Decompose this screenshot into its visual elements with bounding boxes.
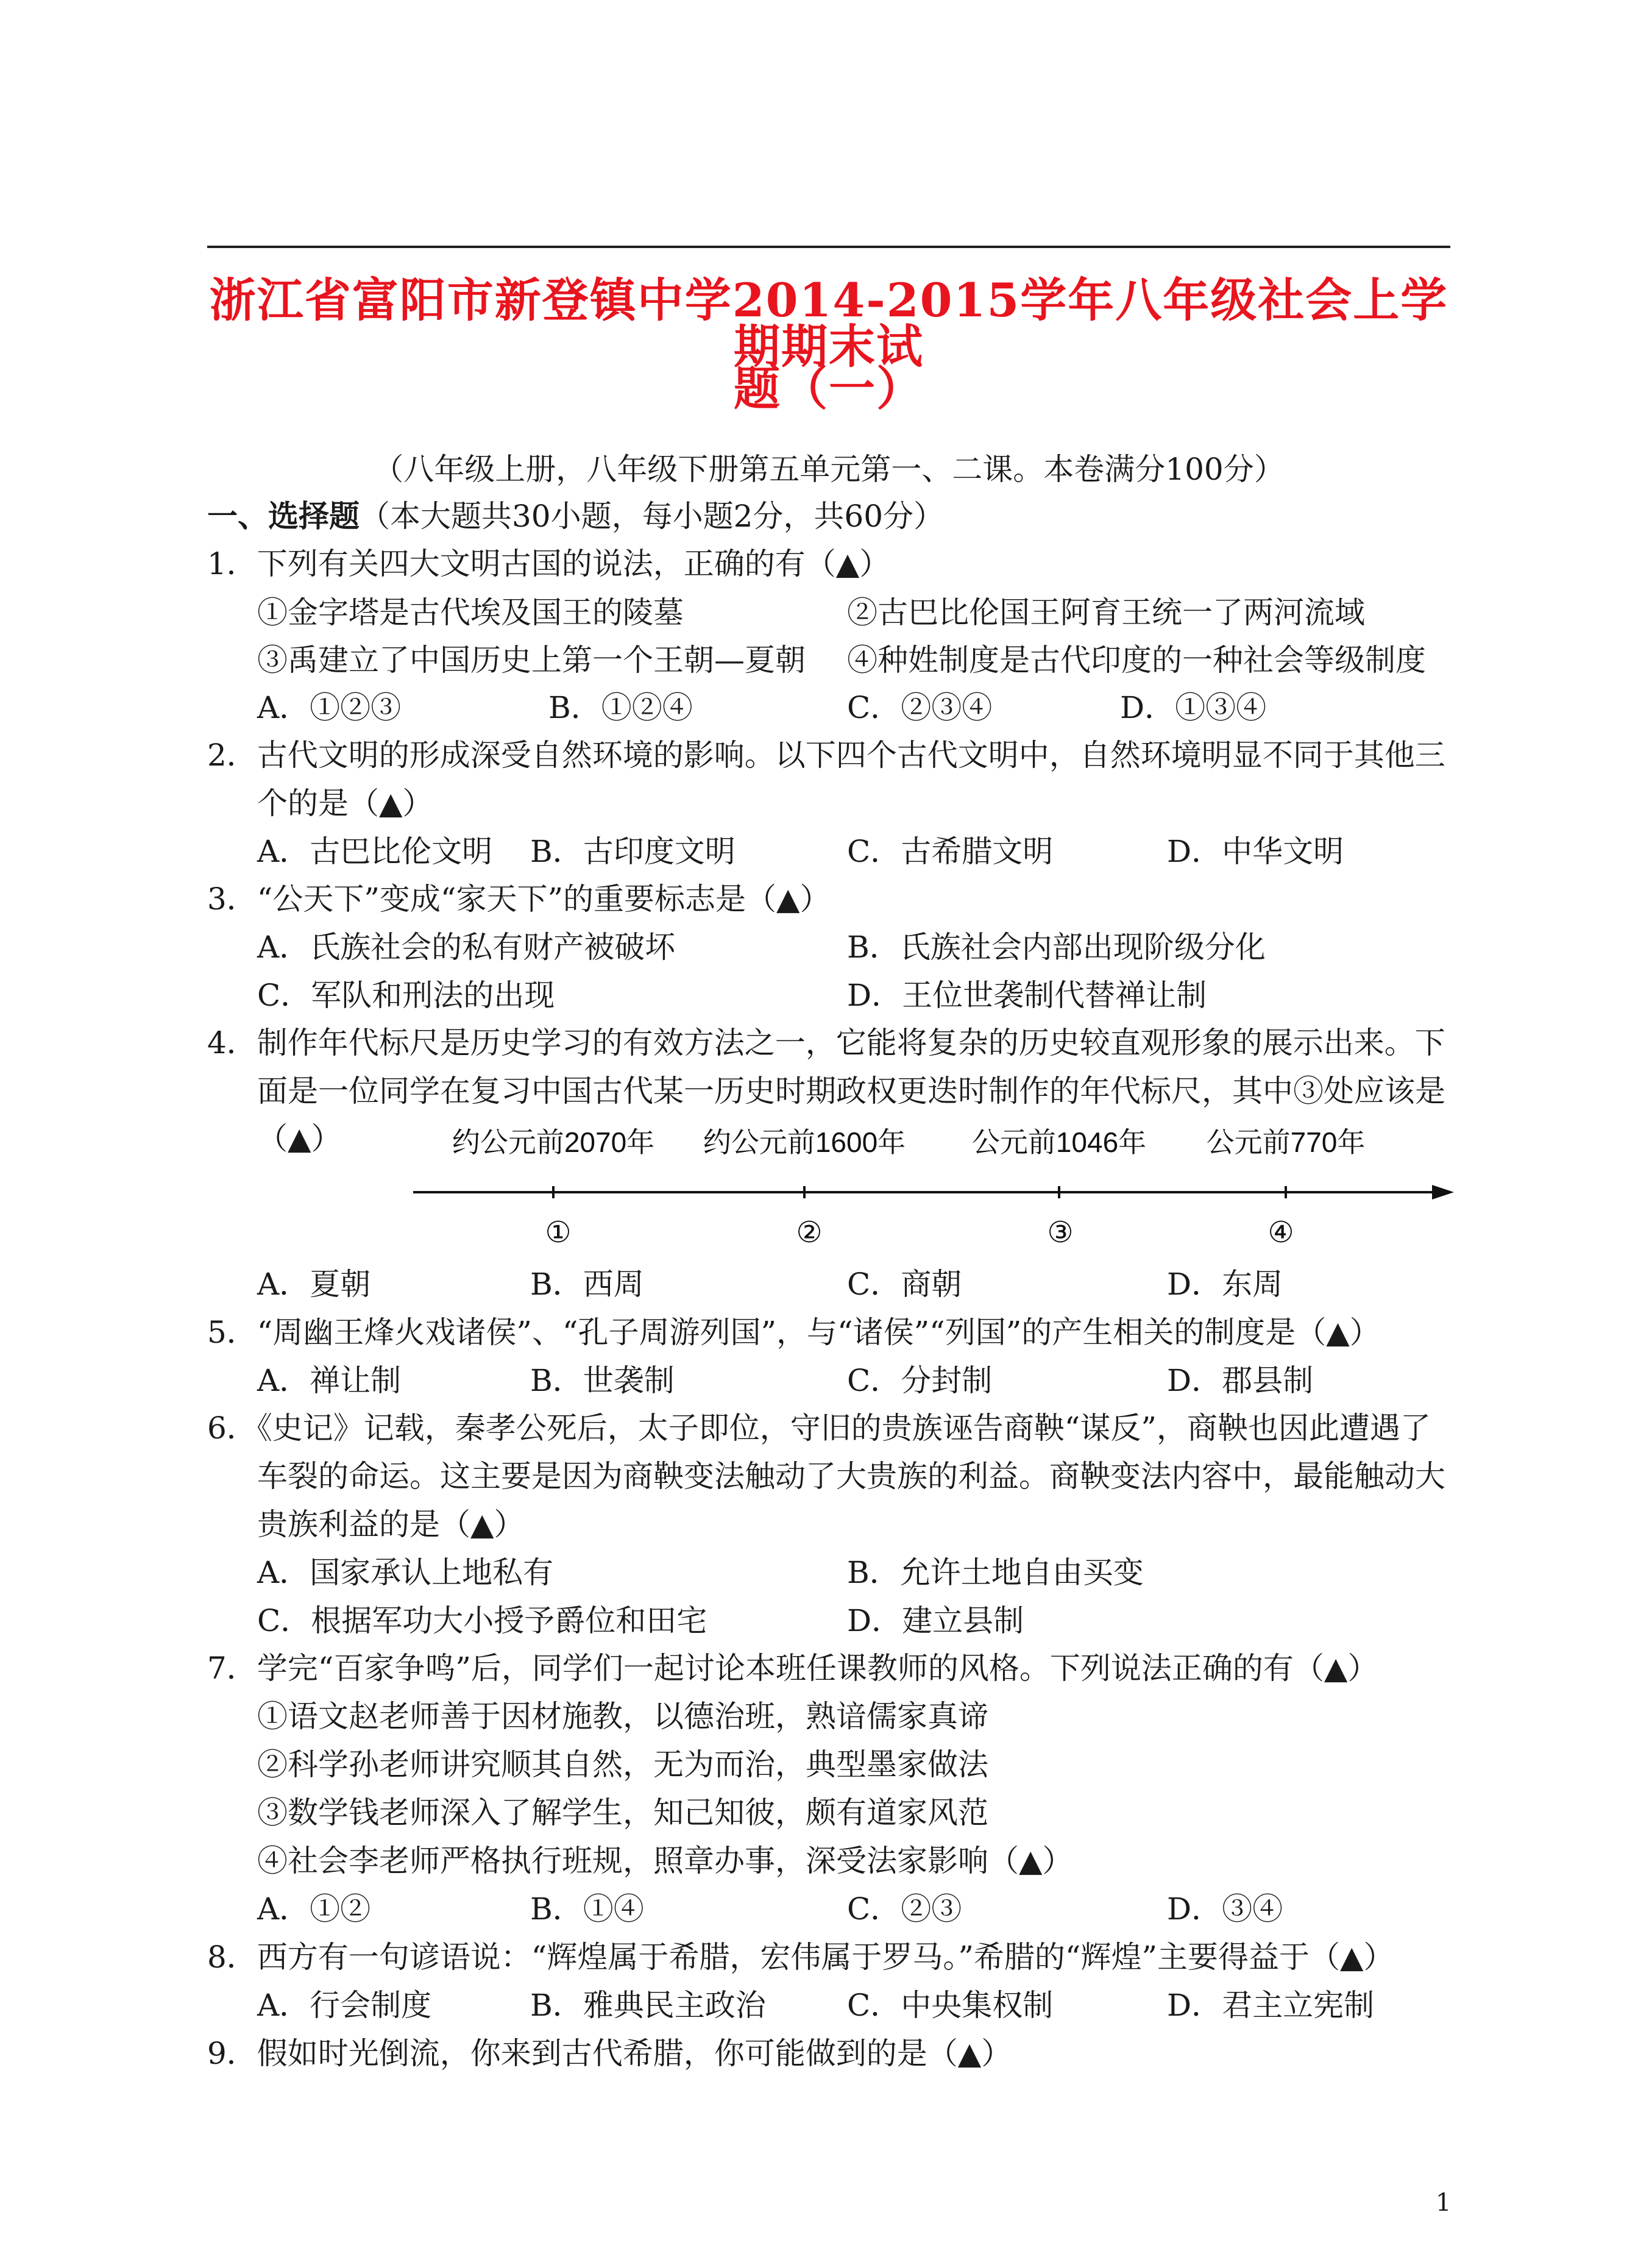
section-title: 一、选择题: [207, 498, 360, 534]
q2-option-a: A．古巴比伦文明: [257, 834, 493, 869]
timeline-mark-3: ③: [1047, 1215, 1074, 1250]
q7-stem: 7．学完“百家争鸣”后，同学们一起讨论本班任课教师的风格。下列说法正确的有（▲）: [207, 1651, 1378, 1686]
timeline-label-1: 约公元前2070年: [452, 1126, 655, 1158]
q4-stem-line1: 4．制作年代标尺是历史学习的有效方法之一，它能将复杂的历史较直观形象的展示出来。下: [207, 1025, 1445, 1061]
q4-option-a: A．夏朝: [257, 1267, 371, 1302]
q2-stem-line2: 个的是（▲）: [257, 786, 433, 821]
q1-item-2: ②古巴比伦国王阿育王统一了两河流域: [847, 595, 1365, 630]
exam-subtitle: （八年级上册，八年级下册第五单元第一、二课。本卷满分100分）: [373, 452, 1285, 487]
page-number: 1: [1436, 2189, 1452, 2217]
q1-option-c: C．②③④: [847, 690, 993, 725]
q1-option-b: B．①②④: [548, 690, 693, 725]
exam-title-line2: 题（一）: [734, 361, 924, 416]
q2-option-b: B．古印度文明: [530, 834, 736, 869]
q3-option-c: C．军队和刑法的出现: [257, 978, 555, 1013]
q7-option-a: A．①②: [257, 1891, 371, 1927]
q5-stem: 5．“周幽王烽火戏诸侯”、“孔子周游列国”，与“诸侯”“列国”的产生相关的制度是（▲）: [207, 1315, 1380, 1350]
q2-option-d: D．中华文明: [1167, 834, 1344, 869]
exam-title-line1: 浙江省富阳市新登镇中学2014-2015学年八年级社会上学期期末试: [209, 273, 1448, 374]
q2-stem-line1: 2．古代文明的形成深受自然环境的影响。以下四个古代文明中，自然环境明显不同于其他三: [207, 738, 1445, 773]
timeline-mark-2: ②: [796, 1215, 823, 1250]
timeline-label-4: 公元前770年: [1206, 1126, 1366, 1158]
q7-item-3: ③数学钱老师深入了解学生，知己知彼，颇有道家风范: [257, 1795, 988, 1830]
q4-timeline: [408, 1122, 1456, 1256]
q5-option-a: A．禅让制: [257, 1363, 402, 1398]
q8-option-c: C．中央集权制: [847, 1988, 1054, 2023]
q7-option-c: C．②③: [847, 1891, 962, 1927]
q4-stem-line3: （▲）: [257, 1121, 342, 1156]
q7-option-d: D．③④: [1167, 1891, 1283, 1927]
q4-option-b: B．西周: [530, 1267, 644, 1302]
q4-option-c: C．商朝: [847, 1267, 962, 1302]
q7-item-2: ②科学孙老师讲究顺其自然，无为而治，典型墨家做法: [257, 1747, 988, 1782]
timeline-mark-1: ①: [545, 1215, 572, 1250]
q2-option-c: C．古希腊文明: [847, 834, 1054, 869]
q5-option-d: D．郡县制: [1167, 1363, 1314, 1398]
q8-option-d: D．君主立宪制: [1167, 1988, 1375, 2023]
timeline-arrowhead: [1432, 1185, 1454, 1200]
section-note: （本大题共30小题，每小题2分，共60分）: [360, 499, 945, 534]
q1-item-1: ①金字塔是古代埃及国王的陵墓: [257, 595, 684, 630]
q3-option-b: B．氏族社会内部出现阶级分化: [847, 930, 1266, 965]
timeline-mark-4: ④: [1268, 1215, 1294, 1250]
q3-stem: 3．“公天下”变成“家天下”的重要标志是（▲）: [207, 881, 831, 917]
q6-option-b: B．允许土地自由买变: [847, 1555, 1144, 1590]
q8-option-a: A．行会制度: [257, 1988, 432, 2023]
q9-stem: 9．假如时光倒流，你来到古代希腊，你可能做到的是（▲）: [207, 2036, 1012, 2071]
q7-option-b: B．①④: [530, 1891, 644, 1927]
q1-option-d: D．①③④: [1120, 690, 1267, 725]
q1-option-a: A．①②③: [257, 690, 402, 725]
q6-stem-line1: 6．《史记》记载，秦孝公死后，太子即位，守旧的贵族诬告商鞅“谋反”，商鞅也因此遭遇了: [207, 1410, 1431, 1446]
q6-stem-line2: 车裂的命运。这主要是因为商鞅变法触动了大贵族的利益。商鞅变法内容中，最能触动大: [257, 1459, 1445, 1494]
q1-stem: 1．下列有关四大文明古国的说法，正确的有（▲）: [207, 546, 890, 581]
q8-option-b: B．雅典民主政治: [530, 1988, 766, 2023]
q5-option-b: B．世袭制: [530, 1363, 675, 1398]
q6-stem-line3: 贵族利益的是（▲）: [257, 1507, 525, 1542]
q7-item-1: ①语文赵老师善于因材施教，以德治班，熟谙儒家真谛: [257, 1699, 988, 1734]
q7-item-4: ④社会李老师严格执行班规，照章办事，深受法家影响（▲）: [257, 1843, 1073, 1879]
q4-option-d: D．东周: [1167, 1267, 1283, 1302]
q6-option-a: A．国家承认上地私有: [257, 1555, 554, 1590]
q5-option-c: C．分封制: [847, 1363, 993, 1398]
q6-option-c: C．根据军功大小授予爵位和田宅: [257, 1603, 707, 1638]
q1-item-3: ③禹建立了中国历史上第一个王朝—夏朝: [257, 642, 806, 678]
q1-item-4: ④种姓制度是古代印度的一种社会等级制度: [847, 642, 1426, 678]
timeline-label-3: 公元前1046年: [971, 1126, 1147, 1158]
q8-stem: 8．西方有一句谚语说：“辉煌属于希腊，宏伟属于罗马。”希腊的“辉煌”主要得益于（▲）: [207, 1939, 1394, 1975]
header-rule: [207, 246, 1450, 248]
q4-stem-line2: 面是一位同学在复习中国古代某一历史时期政权更迭时制作的年代标尺，其中③处应该是: [257, 1073, 1445, 1109]
section-heading: [207, 498, 1462, 534]
timeline-label-2: 约公元前1600年: [703, 1126, 906, 1158]
q3-option-d: D．王位世袭制代替禅让制: [847, 978, 1207, 1013]
q3-option-a: A．氏族社会的私有财产被破坏: [257, 930, 676, 965]
q6-option-d: D．建立县制: [847, 1603, 1024, 1638]
